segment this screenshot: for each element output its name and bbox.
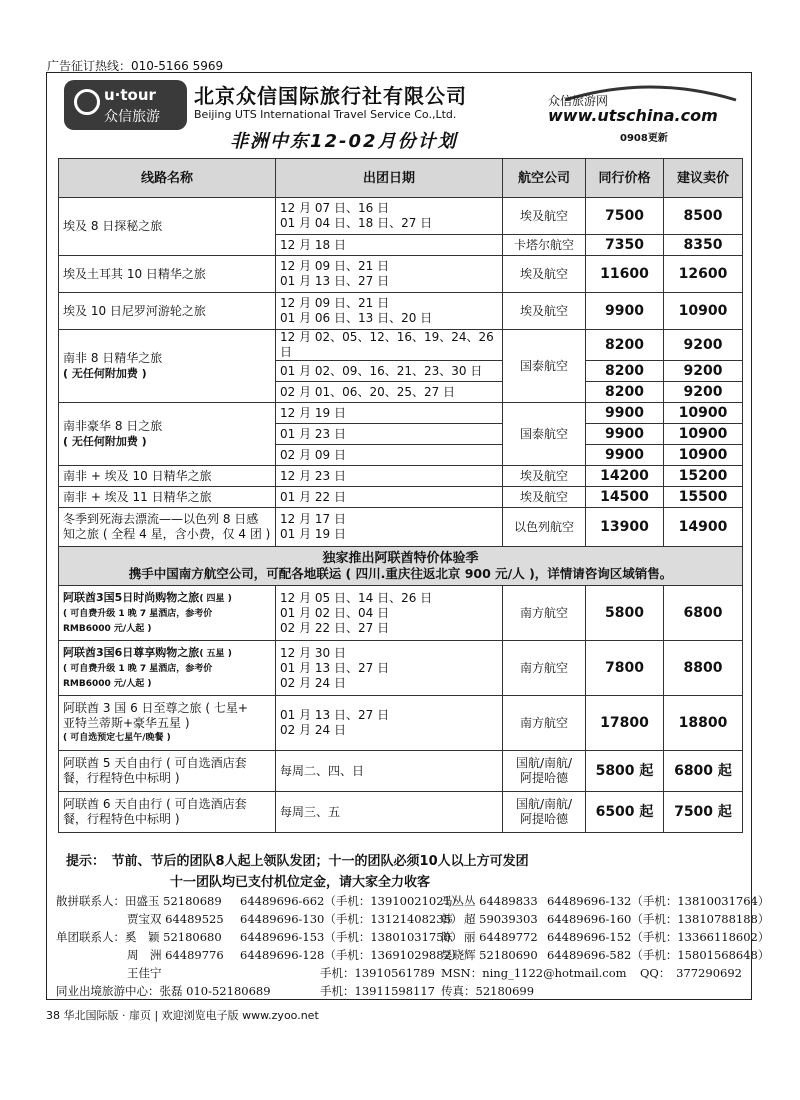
table-row — [59, 487, 743, 508]
contact-text[interactable]: MSN：ning_1122@hotmail.com — [441, 966, 627, 980]
route-name: 阿联酋3国6日尊享购物之旅 — [63, 645, 200, 659]
airline: 国泰航空 — [503, 330, 586, 403]
hotel-tag: ( 五星 ) — [199, 648, 232, 659]
date: 01 月 13 日、27 日 — [280, 660, 390, 675]
date: 01 月 19 日 — [280, 527, 346, 541]
table-row — [59, 641, 743, 696]
airline: 南方航空 — [503, 586, 586, 641]
logo-cn-text: 众信旅游 — [104, 109, 160, 125]
date: 02 月 22 日、27 日 — [280, 620, 390, 635]
airline: 国泰航空 — [503, 403, 586, 466]
route-name: 南非 + 埃及 11 日精华之旅 — [59, 487, 276, 508]
trade-price: 5800 — [586, 586, 664, 641]
company-name-en: Beijing UTS International Travel Service Co.,Ltd. — [194, 108, 457, 121]
airline: 国航/南航/ — [515, 797, 573, 811]
date: 02 月 24 日 — [280, 723, 346, 737]
route-note: ( 无任何附加费 ) — [63, 367, 147, 380]
date: 12 月 09 日、21 日 — [280, 296, 390, 310]
contact-text: 贾宝双 64489525 — [127, 912, 224, 926]
logo-en-text: u·tour — [104, 86, 156, 104]
route-note: ( 无任何附加费 ) — [63, 435, 147, 448]
date: 12 月 09 日、21 日 — [280, 259, 390, 273]
route-note: RMB6000 元/人起 ) — [63, 623, 152, 634]
contact-text: 64489696-662（手机：13910021021） — [240, 894, 463, 908]
date: 12 月 30 日 — [280, 645, 346, 660]
retail-price: 9200 — [664, 361, 743, 382]
route-note: ( 可自费升级 1 晚 7 星酒店，参考价 — [63, 608, 213, 619]
date: 01 月 06 日、13 日、20 日 — [280, 311, 433, 325]
date: 02 月 09 日 — [276, 445, 503, 466]
date: 02 月 01、06、20、25、27 日 — [276, 382, 503, 403]
retail-price: 15200 — [664, 466, 743, 487]
airline: 南方航空 — [503, 696, 586, 751]
table-header-row — [59, 159, 743, 198]
route-table — [58, 158, 743, 833]
retail-price: 18800 — [664, 696, 743, 751]
airline: 埃及航空 — [503, 198, 586, 235]
utour-logo — [64, 80, 187, 130]
contact-text: 64489696-152（手机：13366118602） — [547, 930, 770, 944]
airline: 阿提哈德 — [519, 812, 568, 826]
contact-text: 同业出境旅游中心：张磊 010-52180689 — [56, 984, 271, 998]
col-date: 出团日期 — [276, 159, 503, 198]
table-row — [59, 403, 743, 424]
col-route: 线路名称 — [59, 159, 276, 198]
table-row — [59, 256, 743, 293]
company-name-cn: 北京众信国际旅行社有限公司 — [194, 84, 467, 108]
table-row — [59, 198, 743, 235]
trade-price: 9900 — [586, 403, 664, 424]
table-row — [59, 508, 743, 547]
website-url[interactable]: www.utschina.com — [548, 106, 718, 125]
date: 12 月 23 日 — [276, 466, 503, 487]
airline: 埃及航空 — [503, 487, 586, 508]
trade-price: 9900 — [586, 445, 664, 466]
contact-text: 王佳宁 — [127, 966, 162, 980]
contact-text: 64489696-153（手机：13801031750） — [240, 930, 463, 944]
retail-price: 9200 — [664, 382, 743, 403]
col-airline: 航空公司 — [503, 159, 586, 198]
date: 01 月 23 日 — [276, 424, 503, 445]
trade-price: 7350 — [586, 235, 664, 256]
col-retail-price: 建议卖价 — [664, 159, 743, 198]
airline: 卡塔尔航空 — [503, 235, 586, 256]
route-note: RMB6000 元/人起 ) — [63, 678, 152, 689]
trade-price: 14200 — [586, 466, 664, 487]
contact-text: QQ： 377290692 — [640, 966, 742, 980]
airline: 埃及航空 — [503, 256, 586, 293]
trade-price: 17800 — [586, 696, 664, 751]
date: 02 月 24 日 — [280, 675, 346, 690]
retail-price: 7500 起 — [664, 792, 743, 833]
date: 12 月 02、05、12、16、19、24、26 日 — [276, 330, 503, 361]
retail-price: 10900 — [664, 403, 743, 424]
date: 每周三、五 — [276, 792, 503, 833]
update-note: 0908更新 — [620, 133, 668, 144]
table-row — [59, 330, 743, 361]
date: 01 月 13 日、27 日 — [280, 274, 390, 288]
airline: 阿提哈德 — [519, 771, 568, 785]
website-name: 众信旅游网 — [548, 94, 609, 108]
contact-text: 手机：13911598117 — [320, 984, 435, 998]
date: 12 月 05 日、14 日、26 日 — [280, 590, 433, 605]
contact-text: 周 洲 64489776 — [127, 948, 224, 962]
contact-text: 64489696-132（手机：13810031764） — [547, 894, 770, 908]
airline: 埃及航空 — [503, 293, 586, 330]
tips-line-1: 提示： 节前、节后的团队8人起上领队发团；十一的团队必须10人以上方可发团 — [66, 854, 529, 869]
col-trade-price: 同行价格 — [586, 159, 664, 198]
date: 01 月 02 日、04 日 — [280, 605, 390, 620]
retail-price: 8500 — [664, 198, 743, 235]
contact-text: 64489696-130（手机：13121408235） — [240, 912, 463, 926]
trade-price: 8200 — [586, 382, 664, 403]
route-name: 南非 8 日精华之旅 — [63, 351, 163, 365]
retail-price: 6800 起 — [664, 751, 743, 792]
route-name: 阿联酋 5 天自由行 ( 可自选酒店套 — [63, 756, 247, 770]
route-name: 餐，行程特色中标明 ) — [63, 771, 180, 785]
trade-price: 8200 — [586, 361, 664, 382]
contact-text: 64489696-582（手机：15801568648） — [547, 948, 770, 962]
date: 01 月 04 日、18 日、27 日 — [280, 216, 433, 230]
contact-text: 韩 超 59039303 — [441, 912, 538, 926]
route-note: ( 可自费升级 1 晚 7 星酒店，参考价 — [63, 663, 213, 674]
contact-text: 马丛丛 64489833 — [441, 894, 538, 908]
date: 01 月 13 日、27 日 — [280, 708, 390, 722]
page-footer: 38 华北国际版 · 扉页 | 欢迎浏览电子版 www.zyoo.net — [46, 1009, 319, 1022]
date: 01 月 22 日 — [276, 487, 503, 508]
retail-price: 14900 — [664, 508, 743, 547]
airline: 南方航空 — [503, 641, 586, 696]
route-name: 餐，行程特色中标明 ) — [63, 812, 180, 826]
route-name: 阿联酋 3 国 6 日至尊之旅 ( 七星+ — [63, 700, 248, 715]
route-name: 亚特兰蒂斯+豪华五星 ) — [63, 715, 190, 730]
retail-price: 10900 — [664, 445, 743, 466]
retail-price: 8800 — [664, 641, 743, 696]
retail-price: 15500 — [664, 487, 743, 508]
retail-price: 9200 — [664, 330, 743, 361]
route-name: 知之旅 ( 全程 4 星，含小费，仅 4 团 ) — [63, 527, 271, 541]
contact-text: 64489696-128（手机：13691029882） — [240, 948, 463, 962]
table-row — [59, 586, 743, 641]
table-row — [59, 293, 743, 330]
airline: 以色列航空 — [503, 508, 586, 547]
contact-text: 单团联系人：奚 颖 52180680 — [56, 930, 222, 944]
contact-text: 64489696-160（手机：13810788188） — [547, 912, 770, 926]
route-note: ( 可自选预定七星午/晚餐 ) — [63, 732, 171, 743]
contact-text: 传真：52180699 — [441, 984, 535, 998]
route-name: 阿联酋3国5日时尚购物之旅 — [63, 590, 200, 604]
trade-price: 7500 — [586, 198, 664, 235]
trade-price: 9900 — [586, 293, 664, 330]
ad-hotline: 广告征订热线：010-5166 5969 — [47, 59, 224, 73]
trade-price: 5800 起 — [586, 751, 664, 792]
contact-text: 手机：13910561789 — [320, 966, 435, 980]
tips-line-2: 十一团队均已支付机位定金，请大家全力收客 — [170, 875, 431, 890]
contact-text: 散拼联系人：田盛玉 52180689 — [56, 894, 222, 908]
date: 12 月 07 日、16 日 — [280, 201, 390, 215]
table-row — [59, 696, 743, 751]
retail-price: 12600 — [664, 256, 743, 293]
route-name: 阿联酋 6 天自由行 ( 可自选酒店套 — [63, 797, 247, 811]
promo-banner-row — [59, 547, 743, 586]
logo-circle-icon — [74, 89, 100, 115]
trade-price: 7800 — [586, 641, 664, 696]
trade-price: 8200 — [586, 330, 664, 361]
hotel-tag: ( 四星 ) — [199, 593, 232, 604]
contact-text: 吴晓辉 52180690 — [441, 948, 538, 962]
date: 12 月 19 日 — [276, 403, 503, 424]
date: 12 月 18 日 — [276, 235, 503, 256]
plan-title: 非洲中东12-02月份计划 — [230, 131, 458, 152]
retail-price: 10900 — [664, 424, 743, 445]
date: 01 月 02、09、16、21、23、30 日 — [276, 361, 503, 382]
trade-price: 6500 起 — [586, 792, 664, 833]
trade-price: 14500 — [586, 487, 664, 508]
contact-text: 陈 丽 64489772 — [441, 930, 538, 944]
route-name: 冬季到死海去漂流——以色列 8 日感 — [63, 512, 259, 526]
promo-subtitle: 携手中国南方航空公司，可配各地联运 ( 四川.重庆往返北京 900 元/人 )，详情请咨询区域销售。 — [128, 566, 673, 581]
trade-price: 11600 — [586, 256, 664, 293]
route-name: 埃及土耳其 10 日精华之旅 — [59, 256, 276, 293]
airline: 国航/南航/ — [515, 756, 573, 770]
route-name: 南非豪华 8 日之旅 — [63, 419, 163, 433]
table-row — [59, 792, 743, 833]
route-name: 南非 + 埃及 10 日精华之旅 — [59, 466, 276, 487]
retail-price: 8350 — [664, 235, 743, 256]
retail-price: 6800 — [664, 586, 743, 641]
retail-price: 10900 — [664, 293, 743, 330]
date: 每周二、四、日 — [276, 751, 503, 792]
table-row — [59, 751, 743, 792]
route-name: 埃及 8 日探秘之旅 — [59, 198, 276, 256]
table-row — [59, 466, 743, 487]
date: 12 月 17 日 — [280, 512, 346, 526]
trade-price: 13900 — [586, 508, 664, 547]
airline: 埃及航空 — [503, 466, 586, 487]
promo-title: 独家推出阿联酋特价体验季 — [322, 551, 479, 566]
route-name: 埃及 10 日尼罗河游轮之旅 — [59, 293, 276, 330]
trade-price: 9900 — [586, 424, 664, 445]
